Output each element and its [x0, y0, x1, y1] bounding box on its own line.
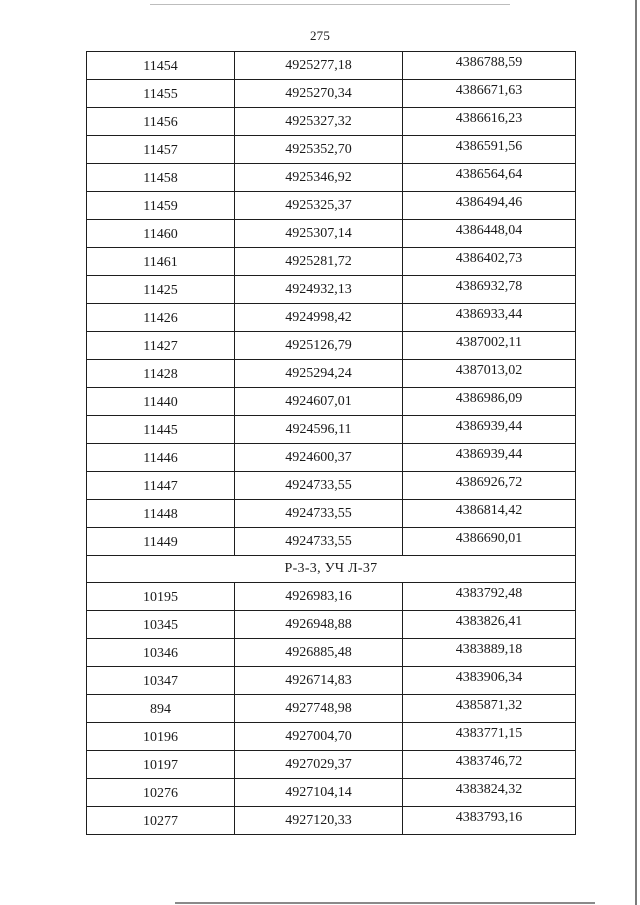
y-coordinate-value: 4387013,02	[455, 362, 523, 378]
y-coordinate-value: 4386939,44	[455, 418, 523, 434]
y-coordinate-cell	[403, 304, 576, 332]
table-row	[87, 360, 576, 388]
x-coordinate-cell	[235, 332, 403, 360]
point-number-value: 11456	[143, 114, 178, 130]
table-row	[87, 136, 576, 164]
x-coordinate-cell	[235, 500, 403, 528]
x-coordinate-value: 4925327,32	[285, 113, 352, 129]
x-coordinate-cell	[235, 751, 403, 779]
x-coordinate-cell	[235, 416, 403, 444]
point-number-cell	[87, 136, 235, 164]
table-row	[87, 779, 576, 807]
y-coordinate-value: 4387002,11	[456, 334, 522, 350]
table-row	[87, 304, 576, 332]
point-number-value: 11447	[143, 478, 178, 494]
y-coordinate-cell	[403, 583, 576, 611]
y-coordinate-cell	[403, 779, 576, 807]
y-coordinate-cell	[403, 164, 576, 192]
y-coordinate-cell	[403, 220, 576, 248]
y-coordinate-value: 4386564,64	[455, 166, 523, 182]
x-coordinate-cell	[235, 639, 403, 667]
point-number-cell	[87, 639, 235, 667]
coordinates-table	[86, 51, 576, 835]
point-number-value: 11455	[143, 86, 178, 102]
x-coordinate-cell	[235, 611, 403, 639]
point-number-cell	[87, 472, 235, 500]
point-number-value: 11461	[143, 254, 178, 270]
x-coordinate-cell	[235, 723, 403, 751]
x-coordinate-cell	[235, 304, 403, 332]
y-coordinate-value: 4383792,48	[455, 585, 523, 601]
x-coordinate-cell	[235, 807, 403, 835]
y-coordinate-cell	[403, 444, 576, 472]
point-number-value: 10347	[143, 673, 178, 689]
y-coordinate-cell	[403, 248, 576, 276]
point-number-value: 10345	[143, 617, 178, 633]
point-number-cell	[87, 304, 235, 332]
y-coordinate-cell	[403, 611, 576, 639]
table-row	[87, 667, 576, 695]
x-coordinate-cell	[235, 164, 403, 192]
table-row	[87, 695, 576, 723]
table-row	[87, 164, 576, 192]
y-coordinate-cell	[403, 472, 576, 500]
x-coordinate-value: 4924596,11	[285, 421, 352, 437]
x-coordinate-value: 4926948,88	[285, 616, 352, 632]
y-coordinate-cell	[403, 108, 576, 136]
table-row	[87, 639, 576, 667]
y-coordinate-cell	[403, 667, 576, 695]
y-coordinate-cell	[403, 416, 576, 444]
section-title: Р-3-3, УЧ Л-37	[87, 556, 576, 583]
x-coordinate-value: 4925281,72	[285, 253, 352, 269]
table-row	[87, 248, 576, 276]
x-coordinate-value: 4924932,13	[285, 281, 352, 297]
y-coordinate-value: 4386671,63	[455, 82, 523, 98]
x-coordinate-value: 4925307,14	[285, 225, 352, 241]
coordinates-table-body	[87, 52, 576, 835]
x-coordinate-value: 4927104,14	[285, 784, 352, 800]
section-header-row	[87, 556, 576, 583]
point-number-value: 10196	[143, 729, 178, 745]
x-coordinate-cell	[235, 472, 403, 500]
x-coordinate-value: 4926983,16	[285, 588, 352, 604]
table-row	[87, 388, 576, 416]
y-coordinate-value: 4386986,09	[455, 390, 523, 406]
x-coordinate-value: 4925325,37	[285, 197, 352, 213]
x-coordinate-cell	[235, 388, 403, 416]
y-coordinate-cell	[403, 52, 576, 80]
table-row	[87, 751, 576, 779]
point-number-value: 11426	[143, 310, 178, 326]
point-number-cell	[87, 360, 235, 388]
x-coordinate-cell	[235, 276, 403, 304]
x-coordinate-value: 4926885,48	[285, 644, 352, 660]
y-coordinate-value: 4386933,44	[455, 306, 523, 322]
x-coordinate-cell	[235, 220, 403, 248]
point-number-cell	[87, 500, 235, 528]
table-row	[87, 444, 576, 472]
y-coordinate-value: 4386494,46	[455, 194, 523, 210]
x-coordinate-value: 4925346,92	[285, 169, 352, 185]
point-number-value: 11428	[143, 366, 178, 382]
y-coordinate-value: 4386926,72	[455, 474, 523, 490]
point-number-cell	[87, 528, 235, 556]
y-coordinate-value: 4386814,42	[455, 502, 523, 518]
y-coordinate-cell	[403, 192, 576, 220]
y-coordinate-value: 4383889,18	[455, 641, 523, 657]
y-coordinate-value: 4386690,01	[455, 530, 523, 546]
x-coordinate-cell	[235, 667, 403, 695]
x-coordinate-value: 4927120,33	[285, 812, 352, 828]
x-coordinate-cell	[235, 444, 403, 472]
x-coordinate-cell	[235, 108, 403, 136]
point-number-value: 11458	[143, 170, 178, 186]
point-number-value: 11445	[143, 422, 178, 438]
y-coordinate-cell	[403, 528, 576, 556]
point-number-value: 11460	[143, 226, 178, 242]
page-number: 275	[309, 28, 331, 43]
table-row	[87, 52, 576, 80]
y-coordinate-cell	[403, 360, 576, 388]
table-row	[87, 108, 576, 136]
x-coordinate-cell	[235, 528, 403, 556]
x-coordinate-value: 4924733,55	[285, 533, 352, 549]
point-number-cell	[87, 220, 235, 248]
x-coordinate-value: 4925270,34	[285, 85, 352, 101]
y-coordinate-value: 4383826,41	[455, 613, 523, 629]
point-number-cell	[87, 695, 235, 723]
scan-edge-right	[635, 0, 637, 905]
x-coordinate-cell	[235, 360, 403, 388]
y-coordinate-cell	[403, 388, 576, 416]
point-number-cell	[87, 779, 235, 807]
y-coordinate-value: 4386939,44	[455, 446, 523, 462]
point-number-value: 11427	[143, 338, 178, 354]
y-coordinate-value: 4383793,16	[455, 809, 523, 825]
point-number-value: 10276	[143, 785, 178, 801]
y-coordinate-value: 4386788,59	[455, 54, 523, 70]
x-coordinate-cell	[235, 136, 403, 164]
point-number-cell	[87, 444, 235, 472]
y-coordinate-value: 4383746,72	[455, 753, 523, 769]
point-number-value: 10195	[143, 589, 178, 605]
x-coordinate-value: 4924998,42	[285, 309, 352, 325]
y-coordinate-cell	[403, 80, 576, 108]
y-coordinate-cell	[403, 639, 576, 667]
table-row	[87, 583, 576, 611]
point-number-value: 11446	[143, 450, 178, 466]
point-number-value: 10197	[143, 757, 178, 773]
x-coordinate-value: 4927748,98	[285, 700, 352, 716]
y-coordinate-value: 4383771,15	[455, 725, 523, 741]
x-coordinate-cell	[235, 695, 403, 723]
point-number-cell	[87, 164, 235, 192]
y-coordinate-cell	[403, 807, 576, 835]
y-coordinate-value: 4383906,34	[455, 669, 523, 685]
scan-edge-top	[150, 4, 510, 5]
table-row	[87, 276, 576, 304]
table-row	[87, 332, 576, 360]
table-row	[87, 80, 576, 108]
point-number-value: 10346	[143, 645, 178, 661]
point-number-value: 11449	[143, 534, 178, 550]
x-coordinate-value: 4924733,55	[285, 477, 352, 493]
table-row	[87, 723, 576, 751]
table-row	[87, 192, 576, 220]
point-number-cell	[87, 611, 235, 639]
x-coordinate-cell	[235, 583, 403, 611]
point-number-value: 894	[150, 701, 171, 717]
scan-edge-bottom	[175, 902, 595, 904]
y-coordinate-cell	[403, 136, 576, 164]
x-coordinate-value: 4927029,37	[285, 756, 352, 772]
x-coordinate-value: 4924733,55	[285, 505, 352, 521]
point-number-cell	[87, 276, 235, 304]
y-coordinate-cell	[403, 751, 576, 779]
point-number-cell	[87, 332, 235, 360]
y-coordinate-value: 4385871,32	[455, 697, 523, 713]
point-number-cell	[87, 248, 235, 276]
point-number-value: 11425	[143, 282, 178, 298]
point-number-value: 11454	[143, 58, 178, 74]
point-number-value: 11457	[143, 142, 178, 158]
point-number-value: 11440	[143, 394, 178, 410]
point-number-cell	[87, 807, 235, 835]
y-coordinate-value: 4386616,23	[455, 110, 523, 126]
x-coordinate-value: 4925352,70	[285, 141, 352, 157]
table-row	[87, 416, 576, 444]
table-row	[87, 472, 576, 500]
y-coordinate-cell	[403, 500, 576, 528]
point-number-cell	[87, 723, 235, 751]
point-number-cell	[87, 388, 235, 416]
x-coordinate-cell	[235, 779, 403, 807]
y-coordinate-cell	[403, 695, 576, 723]
point-number-cell	[87, 80, 235, 108]
x-coordinate-value: 4927004,70	[285, 728, 352, 744]
y-coordinate-cell	[403, 723, 576, 751]
y-coordinate-value: 4386448,04	[455, 222, 523, 238]
x-coordinate-value: 4924607,01	[285, 393, 352, 409]
y-coordinate-value: 4386591,56	[455, 138, 523, 154]
y-coordinate-value: 4386402,73	[455, 250, 523, 266]
y-coordinate-value: 4386932,78	[455, 278, 523, 294]
x-coordinate-cell	[235, 80, 403, 108]
point-number-cell	[87, 52, 235, 80]
point-number-cell	[87, 667, 235, 695]
x-coordinate-value: 4925277,18	[285, 57, 352, 73]
point-number-cell	[87, 192, 235, 220]
point-number-value: 11448	[143, 506, 178, 522]
x-coordinate-value: 4924600,37	[285, 449, 352, 465]
table-row	[87, 528, 576, 556]
x-coordinate-cell	[235, 192, 403, 220]
table-row	[87, 807, 576, 835]
y-coordinate-cell	[403, 332, 576, 360]
table-row	[87, 220, 576, 248]
point-number-cell	[87, 751, 235, 779]
point-number-cell	[87, 108, 235, 136]
point-number-cell	[87, 583, 235, 611]
x-coordinate-value: 4925126,79	[285, 337, 352, 353]
point-number-value: 10277	[143, 813, 178, 829]
x-coordinate-cell	[235, 52, 403, 80]
y-coordinate-value: 4383824,32	[455, 781, 523, 797]
point-number-value: 11459	[143, 198, 178, 214]
point-number-cell	[87, 416, 235, 444]
y-coordinate-cell	[403, 276, 576, 304]
x-coordinate-value: 4926714,83	[285, 672, 352, 688]
x-coordinate-cell	[235, 248, 403, 276]
table-row	[87, 500, 576, 528]
x-coordinate-value: 4925294,24	[285, 365, 352, 381]
table-row	[87, 611, 576, 639]
